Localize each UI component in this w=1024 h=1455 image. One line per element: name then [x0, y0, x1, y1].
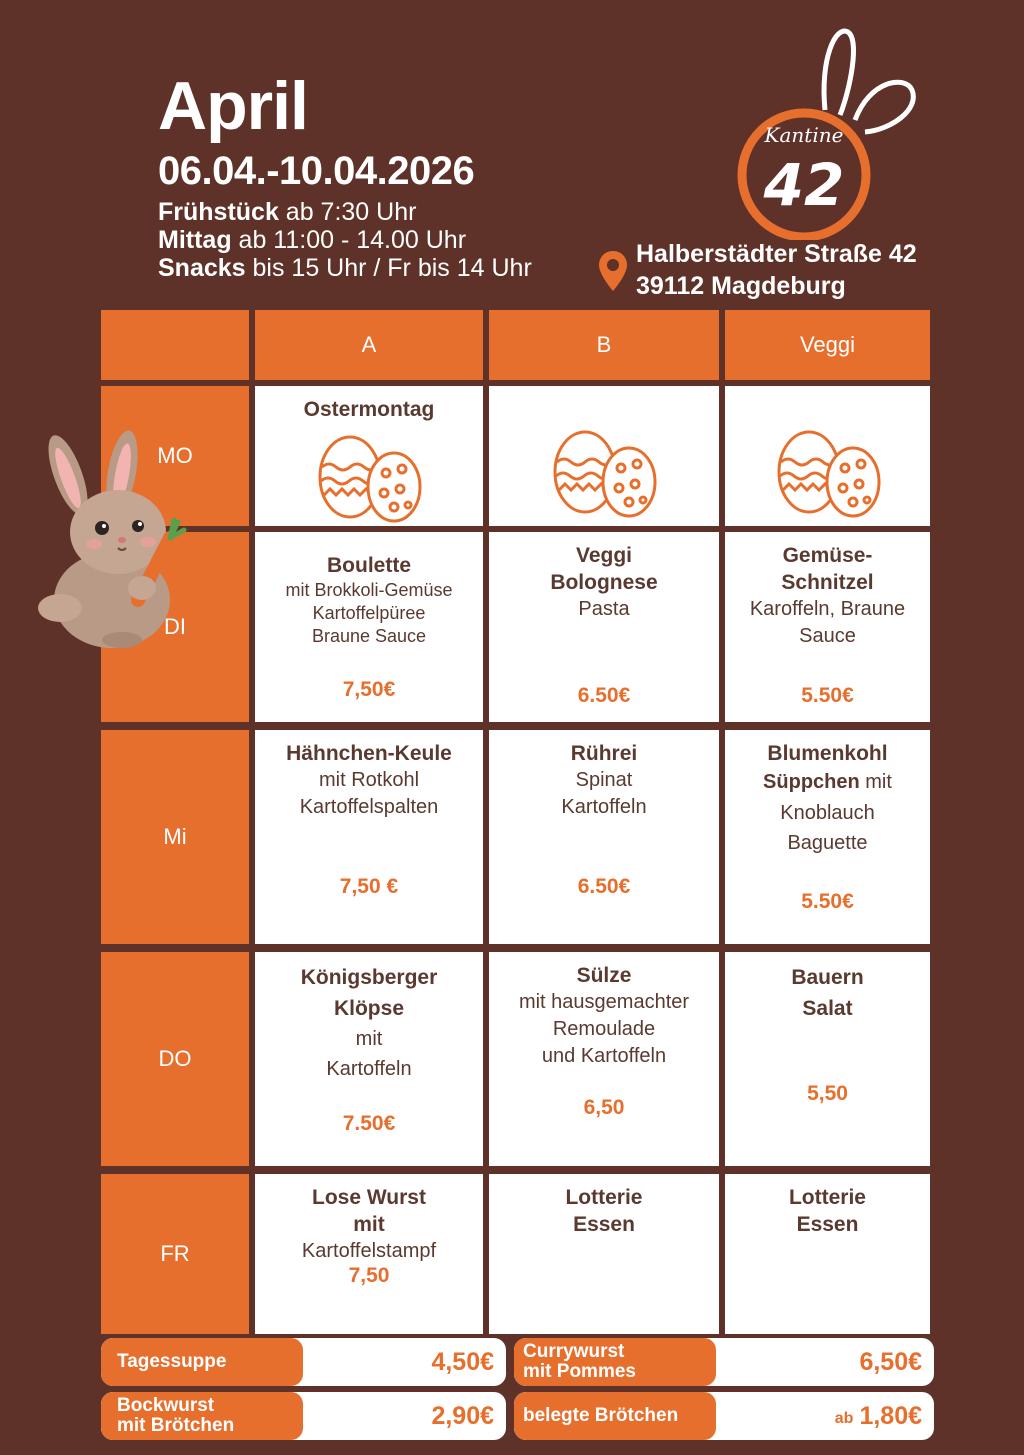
opening-hours	[158, 198, 598, 282]
dish-price: 7,50 €	[339, 875, 399, 898]
column-header-a: A	[255, 310, 483, 380]
dish-desc: Knoblauch	[780, 802, 875, 824]
dish-price: 6.50€	[577, 875, 631, 898]
dish-price: 6.50€	[577, 684, 631, 707]
snack-bockwurst	[101, 1392, 506, 1440]
svg-text:Kantine: Kantine	[764, 123, 844, 147]
svg-text:42: 42	[763, 151, 845, 219]
snack-currywurst	[514, 1338, 934, 1386]
address-street: Halberstädter Straße 42	[636, 240, 917, 268]
hours-breakfast: Frühstück ab 7:30 Uhr	[158, 198, 417, 226]
menu-fr-a	[255, 1174, 483, 1334]
dish-price: 5.50€	[801, 890, 854, 913]
dish-title: mit	[353, 1213, 385, 1236]
month-title: April	[158, 68, 308, 144]
location-pin-icon	[598, 250, 628, 292]
header	[158, 68, 598, 282]
menu-do-a	[255, 952, 483, 1166]
address	[598, 238, 917, 302]
dish-title: Veggi	[575, 544, 633, 567]
menu-mo-b	[489, 386, 719, 526]
dish-title: Boulette	[327, 554, 411, 577]
snack-price: ab 1,80€	[834, 1401, 922, 1430]
dish-desc: Baguette	[787, 832, 868, 854]
menu-di-b	[489, 532, 719, 722]
date-range: 06.04.-10.04.2026	[158, 149, 475, 193]
snack-tagessuppe	[101, 1338, 506, 1386]
easter-eggs-icon	[314, 433, 424, 525]
dish-desc: mit Rotkohl	[318, 769, 420, 791]
menu-fr-veggi	[725, 1174, 930, 1334]
day-label-mi: Mi	[101, 730, 249, 944]
dish-price: 5.50€	[801, 684, 854, 707]
easter-eggs-icon	[549, 428, 659, 520]
dish-title: Lotterie	[565, 1186, 643, 1209]
snack-label: Bockwurst mit Brötchen	[101, 1392, 303, 1440]
kantine-42-logo	[730, 20, 930, 240]
dish-desc: mit	[355, 1028, 383, 1050]
dish-desc: Pasta	[578, 598, 630, 620]
dish-desc: Kartoffelstampf	[301, 1240, 437, 1262]
snack-broetchen	[514, 1392, 934, 1440]
dish-title: Lotterie	[788, 1186, 866, 1209]
column-header-b: B	[489, 310, 719, 380]
menu-mi-a	[255, 730, 483, 944]
dish-title: Klöpse	[333, 997, 404, 1020]
column-header-veggi: Veggi	[725, 310, 930, 380]
dish-title: Ostermontag	[303, 398, 435, 421]
dish-desc: Karoffeln, Braune	[749, 598, 906, 620]
dish-title: Schnitzel	[781, 571, 874, 594]
dish-price: 6,50	[583, 1096, 625, 1119]
day-label-fr: FR	[101, 1174, 249, 1334]
dish-desc: Kartoffeln	[326, 1058, 412, 1080]
menu-di-veggi	[725, 532, 930, 722]
menu-mi-veggi	[725, 730, 930, 944]
dish-title: Bauern	[791, 966, 864, 989]
dish-title: Essen	[796, 1213, 859, 1236]
dish-desc: und Kartoffeln	[541, 1045, 667, 1067]
dish-desc: Kartoffeln	[561, 796, 647, 818]
menu-mo-veggi	[725, 386, 930, 526]
dish-desc: Braune Sauce	[311, 626, 427, 646]
dish-price: 5,50	[807, 1082, 848, 1105]
snack-label: belegte Brötchen	[514, 1392, 716, 1440]
corner-cell	[101, 310, 249, 380]
hours-snacks: Snacks bis 15 Uhr / Fr bis 14 Uhr	[158, 254, 532, 282]
address-city: 39112 Magdeburg	[636, 272, 846, 300]
dish-title: Sülze	[576, 964, 632, 987]
day-label-mo: MO	[101, 386, 249, 526]
dish-desc: Spinat	[575, 769, 633, 791]
dish-price: 7,50€	[342, 678, 396, 701]
dish-title: Königsberger	[300, 966, 438, 989]
dish-desc: mit Brokkoli-Gemüse	[285, 580, 453, 600]
dish-desc: Remoulade	[552, 1018, 656, 1040]
menu-mo-a	[255, 386, 483, 526]
dish-title: Lose Wurst	[312, 1186, 426, 1209]
menu-mi-b	[489, 730, 719, 944]
dish-desc: mit hausgemachter	[518, 991, 690, 1013]
dish-price: 7,50	[348, 1264, 390, 1287]
dish-desc: Kartoffelpüree	[312, 603, 426, 623]
snack-price: 4,50€	[431, 1347, 494, 1376]
dish-price: 7.50€	[342, 1112, 396, 1135]
dish-title: Hähnchen-Keule	[286, 742, 452, 765]
snack-price: 2,90€	[431, 1401, 494, 1430]
day-label-do: DO	[101, 952, 249, 1166]
dish-title: Gemüse-	[782, 544, 873, 567]
menu-fr-b	[489, 1174, 719, 1334]
snack-label: Currywurst mit Pommes	[514, 1338, 716, 1386]
dish-desc: Kartoffelspalten	[299, 796, 439, 818]
dish-desc: Sauce	[799, 625, 856, 647]
dish-title-line: Süppchen mit	[763, 771, 892, 793]
snack-price: 6,50€	[859, 1347, 922, 1376]
dish-title: Essen	[573, 1213, 635, 1236]
dish-title: Rührei	[570, 742, 638, 765]
dish-title: Salat	[802, 997, 853, 1020]
easter-eggs-icon	[773, 428, 883, 520]
menu-di-a	[255, 532, 483, 722]
dish-title: Bolognese	[550, 571, 658, 594]
day-label-di: DI	[101, 532, 249, 722]
hours-lunch: Mittag ab 11:00 - 14.00 Uhr	[158, 226, 467, 254]
snack-label: Tagessuppe	[101, 1338, 303, 1386]
easter-bunny-illustration	[30, 420, 190, 650]
menu-do-veggi	[725, 952, 930, 1166]
dish-title: Blumenkohl	[767, 742, 888, 765]
menu-do-b	[489, 952, 719, 1166]
